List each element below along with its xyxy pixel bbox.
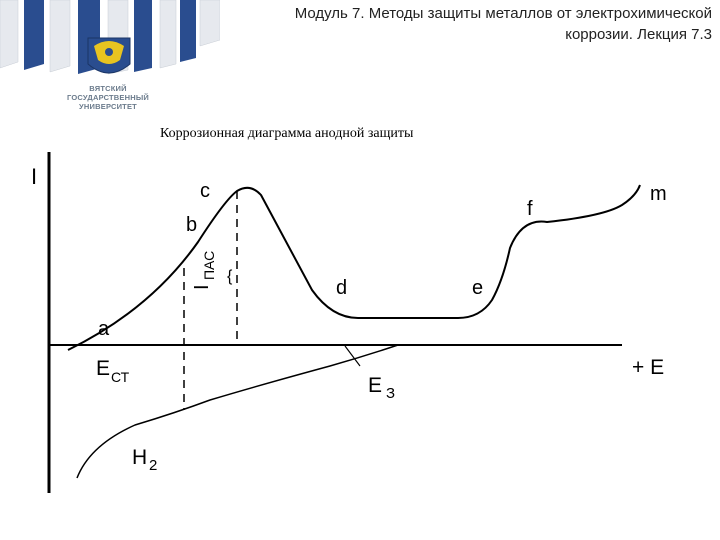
page-title-line-2: коррозии. Лекция 7.3 [565,26,712,43]
point-c-label: c [200,180,210,202]
point-m-label: m [650,183,667,205]
university-name-line-2: ГОСУДАРСТВЕННЫЙ [67,93,149,102]
y-axis-label: I [31,164,38,189]
e-z-label-main: E [368,374,383,397]
emblem-icon [88,38,130,73]
e-z-label-sub: З [386,385,396,402]
anodic-polarization-curve [68,185,640,350]
university-name [58,84,158,111]
e-st-label-sub: СТ [111,369,130,385]
anodic-protection-diagram [0,140,720,540]
point-a-label: a [98,318,110,340]
i-pas-label [191,251,217,290]
page-title-line-1: Модуль 7. Методы защиты металлов от электрохимической [294,5,712,22]
point-f-label: f [527,198,533,220]
university-name-line-3: УНИВЕРСИТЕТ [79,102,137,111]
x-axis-label: + E [632,356,665,379]
page-title [212,3,712,45]
point-e-label: e [472,277,484,299]
cathodic-h2-curve [77,345,398,478]
i-pas-label-main: I [191,284,213,290]
e-z-pointer [345,346,360,366]
university-name-line-1: ВЯТСКИЙ [89,84,127,93]
i-pas-label-sub: ПАС [201,250,217,280]
flags-banner [0,0,220,80]
brace-symbol: { [227,268,233,285]
point-d-label: d [336,277,348,299]
point-b-label: b [186,214,198,236]
h2-label-main: H [132,446,148,469]
diagram-title: Коррозионная диаграмма анодной защиты [160,126,414,141]
e-st-label-main: E [96,357,111,380]
h2-label-sub: 2 [149,457,158,474]
